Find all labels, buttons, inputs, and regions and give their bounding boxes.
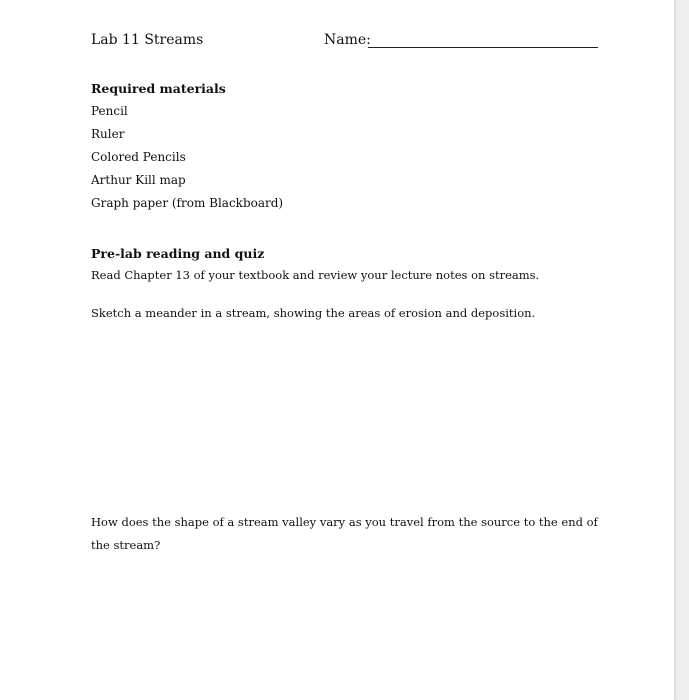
prelab-heading: Pre-lab reading and quiz: [91, 246, 265, 261]
materials-list: [91, 103, 283, 218]
materials-heading: Required materials: [91, 81, 226, 96]
list-item: Graph paper (from Blackboard): [91, 196, 284, 210]
valley-question: How does the shape of a stream valley vary as you travel from the source to the end of the stream?: [91, 515, 598, 552]
list-item: Arthur Kill map: [91, 173, 186, 187]
name-blank-line: [368, 47, 598, 48]
name-label: Name:: [324, 32, 371, 48]
page-title: Lab 11 Streams: [91, 32, 204, 48]
list-item: Pencil: [91, 104, 128, 118]
list-item: Ruler: [91, 127, 125, 141]
reading-instruction: Read Chapter 13 of your textbook and review your lecture notes on streams.: [91, 268, 540, 282]
sketch-prompt: Sketch a meander in a stream, showing the areas of erosion and deposition.: [91, 306, 536, 320]
list-item: Colored Pencils: [91, 150, 186, 164]
